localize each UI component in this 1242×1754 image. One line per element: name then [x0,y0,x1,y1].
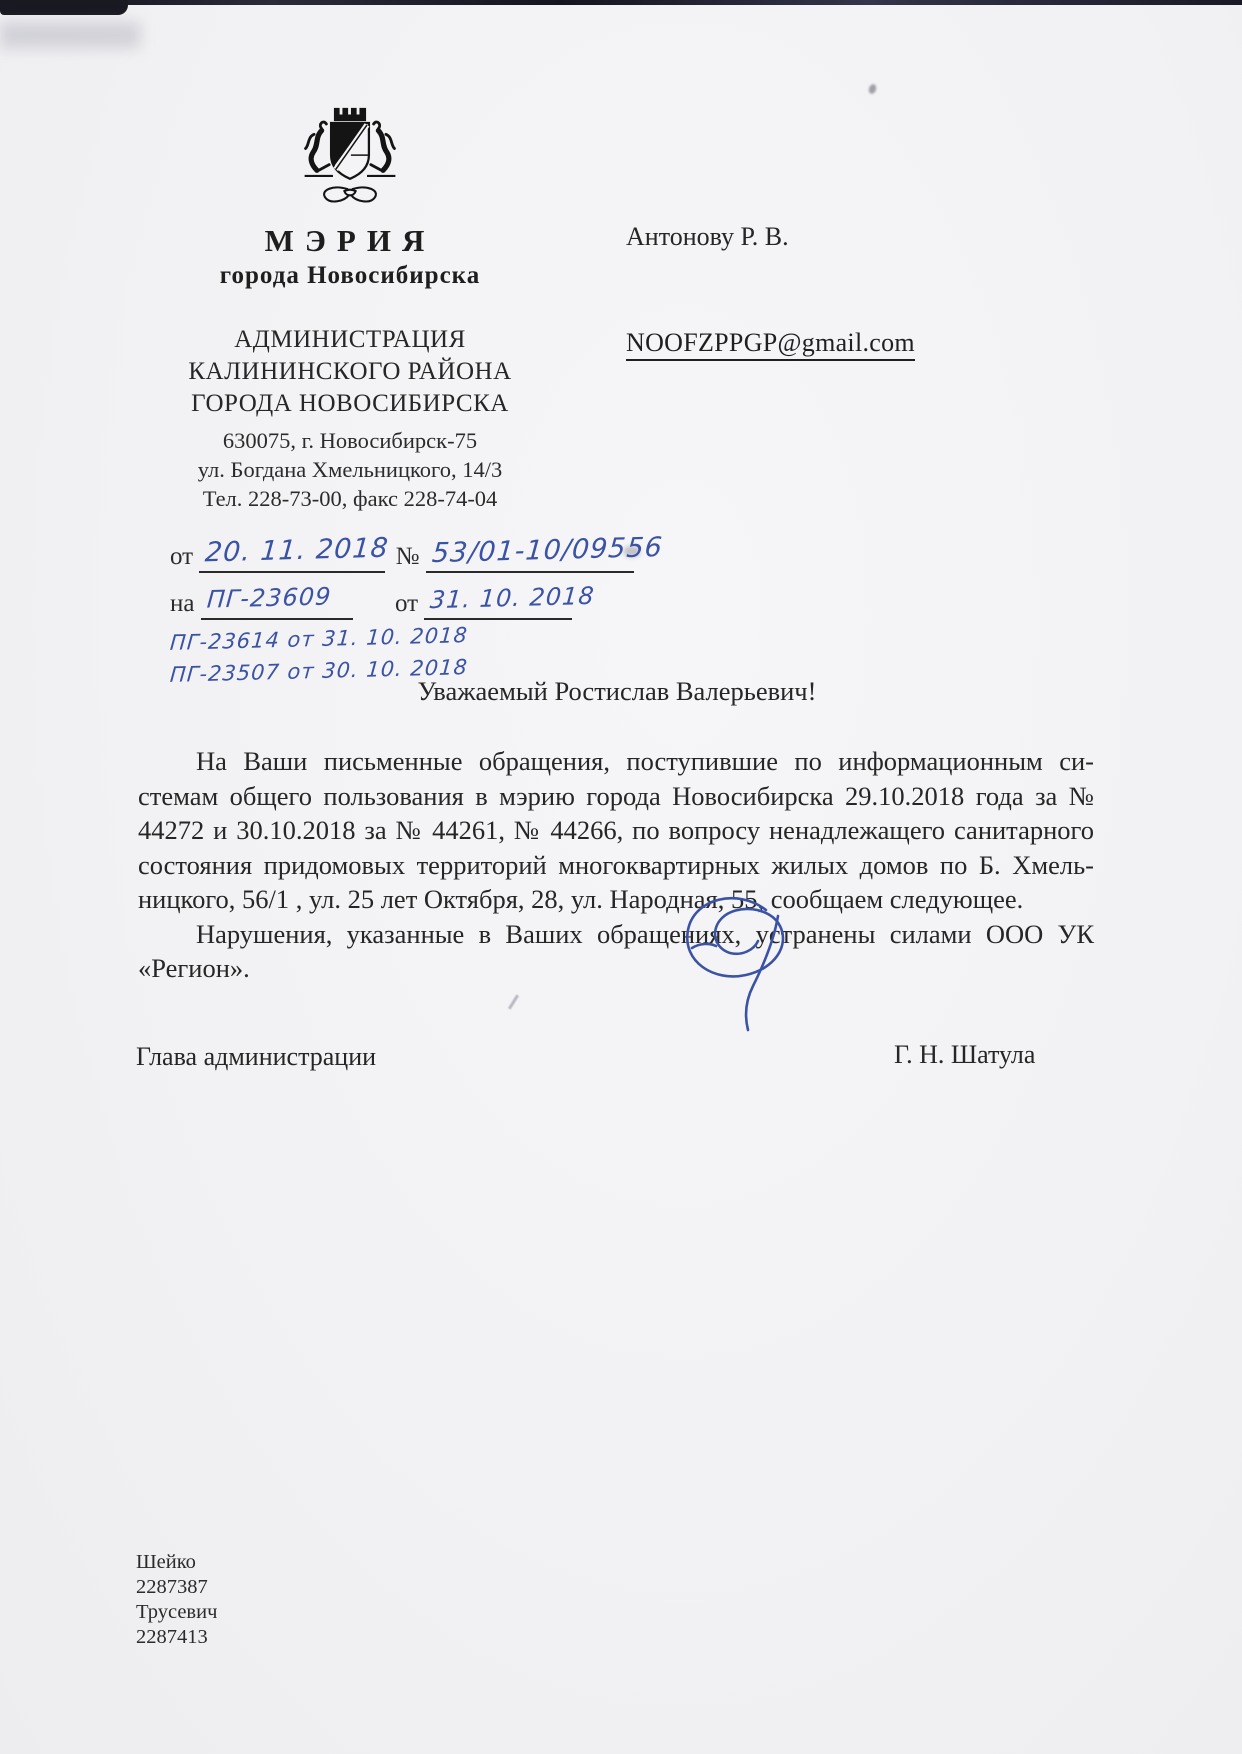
executor-phone: 2287413 [136,1626,208,1648]
body-line: стемам общего пользования в мэрию города Новосибирска 29.10.2018 года за № [138,780,1094,811]
reply-label: на [170,590,195,617]
scan-smudge-artifact [0,22,140,48]
handwritten-reply-date: 31. 10. 2018 [429,581,597,615]
letter-body [138,744,1094,986]
org-name-line1: МЭРИЯ [264,223,436,258]
body-line: ницкого, 56/1 , ул. 25 лет Октября, 28, ул. Народная, 55, сообщаем следующее. [138,884,1024,914]
incoming-reference-row [170,581,634,620]
address-line: Тел. 228-73-00, факс 228-74-04 [202,486,498,511]
reference-block [169,531,664,687]
address-line: 630075, г. Новосибирск-75 [222,428,478,453]
scan-dot-artifact [868,83,878,95]
letterhead [130,106,570,513]
handwritten-extra-line [169,623,634,655]
executor-phone: 2287387 [136,1576,208,1598]
department-line: КАЛИНИНСКОГО РАЙОНА [188,358,512,385]
department-name [130,324,570,420]
signer-position-title: Глава администрации [136,1042,377,1071]
executor-name: Шейко [136,1551,196,1573]
scan-edge-artifact [0,0,1242,5]
body-line: На Ваши письменные обращения, поступившие по информационным си- [196,746,1094,776]
executor-contacts [136,1550,217,1650]
org-name-line2: города Новосибирска [219,262,481,289]
reply-number-underline [201,582,353,620]
body-line: Нарушения, указанные в Ваших обращениях, устранены силами ООО УК [196,918,1094,949]
reply-from-label: от [394,590,419,617]
scan-corner-artifact [0,0,128,15]
department-line: ГОРОДА НОВОСИБИРСКА [191,390,509,417]
signer-name: Г. Н. Шатула [894,1040,1036,1069]
address-line: ул. Богдана Хмельницкого, 14/3 [197,457,503,482]
handwritten-number: 53/01-10/09556 [430,531,664,570]
reply-date-underline [424,581,597,620]
handwritten-text: ПГ-23507 от 30. 10. 2018 [169,655,469,687]
scan-tick-artifact [508,994,519,1009]
novosibirsk-coat-of-arms-icon [291,106,409,210]
from-label: от [170,543,194,570]
executor-name: Трусевич [136,1601,218,1623]
number-label: № [395,543,420,570]
body-line: «Регион». [138,953,250,983]
body-line: состояния придомовых территорий многоквартирных жилых домов по Б. Хмель- [138,849,1094,880]
handwritten-reply-number: ПГ-23609 [205,582,333,614]
department-line: АДМИНИСТРАЦИЯ [234,326,466,353]
recipient-email: NOOFZPPGP@gmail.com [626,328,915,361]
date-underline [199,532,391,573]
handwritten-date: 20. 11. 2018 [204,532,391,569]
outgoing-reference-row [170,531,664,573]
body-line: 44272 и 30.10.2018 за № 44261, № 44266, по вопросу ненадлежащего санитарного [138,815,1094,845]
org-address [130,426,570,513]
number-underline [426,531,664,573]
pen-signature-icon [662,886,822,1036]
handwritten-text: ПГ-23614 от 31. 10. 2018 [169,623,469,655]
salutation: Уважаемый Ростислав Валерьевич! [417,676,817,706]
recipient-name: Антонову Р. В. [626,222,789,251]
